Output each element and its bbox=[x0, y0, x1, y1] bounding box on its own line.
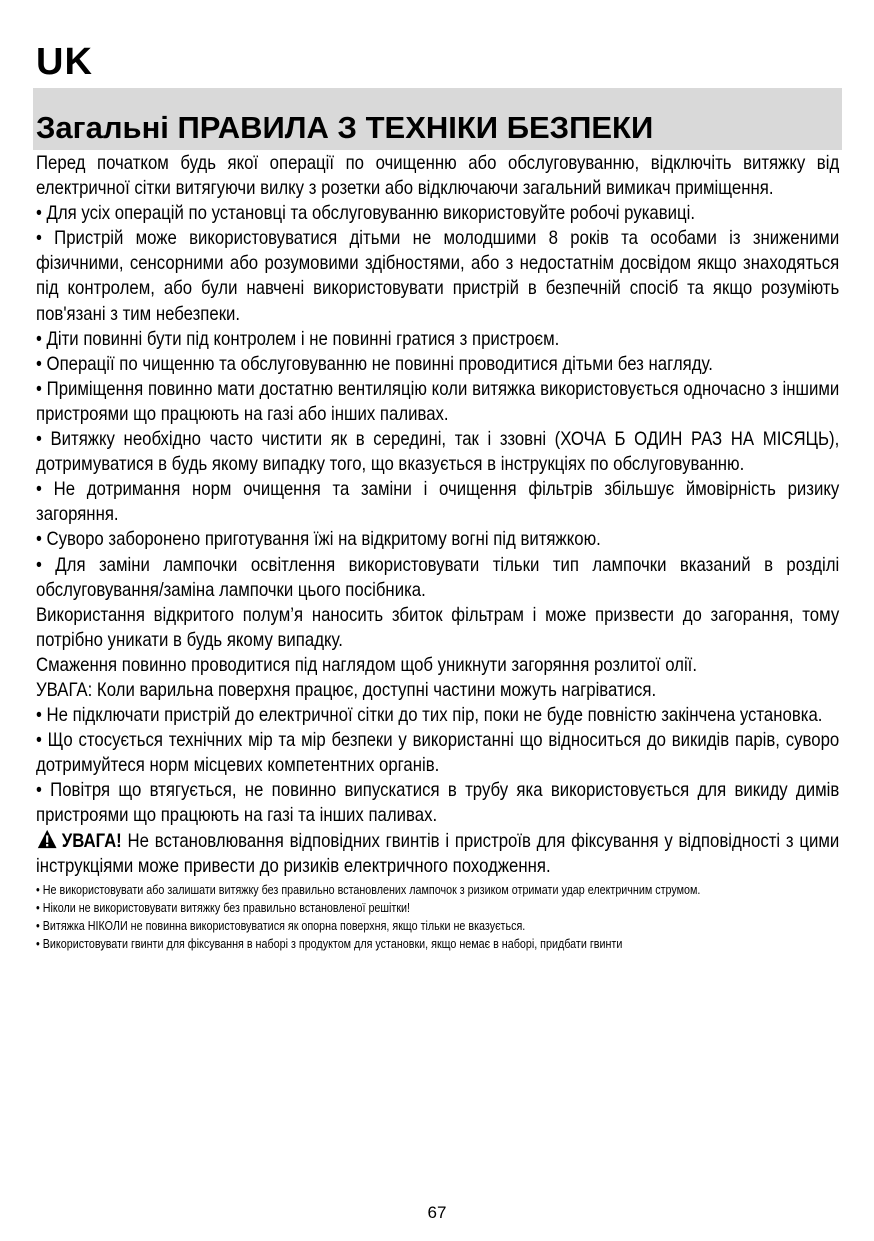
small-note: • Ніколи не використовувати витяжку без правильно встановленої решітки! bbox=[36, 900, 411, 915]
paragraph: • Операції по чищенню та обслуговуванню не повинні проводитися дітьми без нагляду. bbox=[36, 352, 713, 375]
small-note: • Використовувати гвинти для фіксування в наборі з продуктом для установки, якщо немає в наборі, придбати гвинти bbox=[36, 937, 623, 952]
language-code: UK bbox=[36, 41, 93, 83]
warning-text: Не встановлювання відповідних гвинтів і пристроїв для фіксування у відповідності з цими інструкціями може привести до ризиків електричного походження. bbox=[36, 829, 840, 877]
small-notes bbox=[36, 881, 839, 954]
paragraph: • Витяжку необхідно часто чистити як в середині, так і ззовні (ХОЧА Б ОДИН РАЗ НА МІСЯЦЬ), дотримуватися в будь якому випадку того, що вказується в інструкціях по обслуговуванню. bbox=[36, 428, 840, 476]
paragraph: • Повітря що втягується, не повинно випускатися в трубу яка використовується для викиду димів пристроями що працюють на газі та інших паливах. bbox=[36, 779, 840, 827]
paragraph: • Для усіх операцій по установці та обслуговуванню використовуйте робочі рукавиці. bbox=[36, 202, 696, 225]
paragraph: • Для заміни лампочки освітлення використовувати тільки тип лампочки вказаний в розділі обслуговування/заміна лампочки цього посібника. bbox=[36, 553, 840, 601]
paragraph: • Не підключати пристрій до електричної сітки до тих пір, поки не буде повністю закінчена установка. bbox=[36, 704, 823, 727]
warning-paragraph bbox=[36, 829, 839, 879]
paragraph: • Приміщення повинно мати достатню вентиляцію коли витяжка використовується одночасно з іншими пристроями що працюють на газі або інших паливах. bbox=[36, 377, 840, 425]
warning-triangle-icon bbox=[36, 829, 58, 849]
paragraph: Смаження повинно проводитися під наглядом щоб уникнути загоряння розлитої олії. bbox=[36, 653, 697, 676]
safety-text bbox=[36, 151, 839, 954]
small-note: • Витяжка НІКОЛИ не повинна використовуватися як опорна поверхня, якщо тільки не вказується. bbox=[36, 919, 526, 934]
paragraph: УВАГА: Коли варильна поверхня працює, доступні частини можуть нагріватися. bbox=[36, 678, 657, 701]
small-note: • Не використовувати або залишати витяжку без правильно встановлених лампочок з ризиком отримати удар електричним струмом. bbox=[36, 882, 701, 897]
page-number: 67 bbox=[427, 1203, 447, 1222]
paragraph: • Що стосується технічних мір та мір безпеки у використанні що відноситься до викидів парів, суворо дотримуйтеся норм місцевих компетентних органів. bbox=[36, 729, 840, 777]
paragraph: • Не дотримання норм очищення та заміни і очищення фільтрів збільшує ймовірність ризику загоряння. bbox=[36, 478, 840, 526]
warning-label: УВАГА! bbox=[61, 829, 122, 852]
paragraph: Використання відкритого полум’я наносить збиток фільтрам і може призвести до загорання, тому потрібно уникати в будь якому випадку. bbox=[36, 603, 840, 651]
paragraph: • Суворо заборонено приготування їжі на відкритому вогні під витяжкою. bbox=[36, 528, 601, 551]
paragraph: • Діти повинні бути під контролем і не повинні гратися з пристроєм. bbox=[36, 327, 560, 350]
section-heading: Загальні ПРАВИЛА З ТЕХНІКИ БЕЗПЕКИ bbox=[36, 110, 654, 145]
paragraph: Перед початком будь якої операції по очищенню або обслуговуванню, відключіть витяжку від електричної сітки витягуючи вилку з розетки або відключаючи загальний вимикач приміщення. bbox=[36, 152, 840, 200]
paragraph: • Пристрій може використовуватися дітьми не молодшими 8 років та особами із зниженими фізичними, сенсорними або розумовими здібностями, або з недостатнім досвідом якщо знаходяться під контролем, або були навчені використовувати пристрій в безпечній спосіб та якщо розуміють пов'язані з тим небезпеки. bbox=[36, 227, 840, 325]
